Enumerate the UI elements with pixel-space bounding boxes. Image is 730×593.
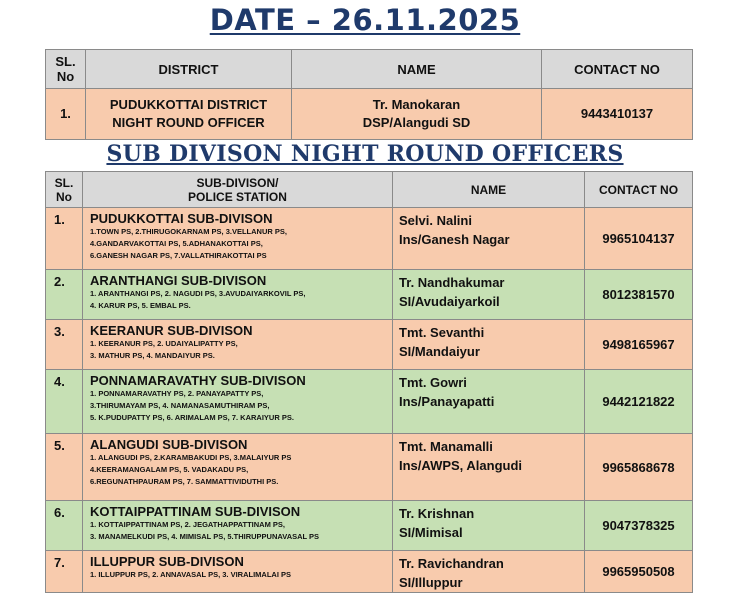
row-subdivision	[83, 501, 393, 551]
officer-name: Tr. Manokaran	[372, 97, 461, 112]
row-contact: 9442121822	[585, 370, 693, 434]
officer-name: Tmt. Sevanthi	[399, 325, 485, 340]
header-sl-no: SL. No	[46, 50, 86, 89]
row-name	[393, 270, 585, 320]
header-district: DISTRICT	[86, 50, 292, 89]
police-station-list: 1. ARANTHANGI PS, 2. NAGUDI PS, 3.AVUDAIYARKOVIL PS,	[90, 289, 306, 298]
row-sl: 5.	[46, 434, 83, 501]
row-subdivision	[83, 370, 393, 434]
subdivision-name: KOTTAIPPATTINAM SUB-DIVISON	[90, 504, 301, 519]
police-station-list: 3. MATHUR PS, 4. MANDAIYUR PS.	[90, 351, 215, 360]
table-row	[46, 89, 693, 140]
header-name: NAME	[393, 172, 585, 208]
officer-designation: Ins/AWPS, Alangudi	[399, 458, 523, 473]
police-station-list: 6.GANESH NAGAR PS, 7.VALLATHIRAKOTTAI PS	[90, 251, 267, 260]
subdivision-name: PONNAMARAVATHY SUB-DIVISON	[90, 373, 306, 388]
table-row	[46, 270, 693, 320]
row-contact: 9965104137	[585, 208, 693, 270]
header-subdivision	[83, 172, 393, 208]
police-station-list: 1. KOTTAIPPATTINAM PS, 2. JEGATHAPPATTINAM PS,	[90, 520, 286, 529]
row-name	[393, 501, 585, 551]
officer-name: Selvi. Nalini	[399, 213, 472, 228]
officer-designation: SI/Illuppur	[399, 575, 463, 590]
row-contact: 8012381570	[585, 270, 693, 320]
police-station-list: 1. KEERANUR PS, 2. UDAIYALIPATTY PS,	[90, 339, 238, 348]
row-sl: 7.	[46, 551, 83, 593]
header-subdivision-line-2: POLICE STATION	[188, 189, 287, 204]
police-station-list: 4.GANDARVAKOTTAI PS, 5.ADHANAKOTTAI PS,	[90, 239, 263, 248]
table-row	[46, 434, 693, 501]
row-contact: 9965868678	[585, 434, 693, 501]
officer-name: Tmt. Manamalli	[399, 439, 493, 454]
sub-division-table	[45, 171, 693, 593]
table-row	[46, 551, 693, 593]
officer-name: Tr. Ravichandran	[399, 556, 504, 571]
police-station-list: 4. KARUR PS, 5. EMBAL PS.	[90, 301, 191, 310]
subdivision-name: ALANGUDI SUB-DIVISON	[90, 437, 248, 452]
sub-division-title: SUB DIVISON NIGHT ROUND OFFICERS	[106, 141, 624, 167]
officer-name: Tr. Krishnan	[399, 506, 475, 521]
date-title: DATE – 26.11.2025	[209, 3, 521, 37]
subdivision-name: KEERANUR SUB-DIVISON	[90, 323, 253, 338]
officer-designation: SI/Mandaiyur	[399, 344, 480, 359]
officer-designation: SI/Mimisal	[399, 525, 463, 540]
police-station-list: 6.REGUNATHPAURAM PS, 7. SAMMATTIVIDUTHI PS.	[90, 477, 279, 486]
district-line-1: PUDUKKOTTAI DISTRICT	[109, 97, 268, 112]
row-sl: 4.	[46, 370, 83, 434]
police-station-list: 4.KEERAMANGALAM PS, 5. VADAKADU PS,	[90, 465, 249, 474]
row-name	[393, 208, 585, 270]
table-header-row	[46, 50, 693, 89]
police-station-list: 1.TOWN PS, 2.THIRUGOKARNAM PS, 3.VELLANUR PS,	[90, 227, 287, 236]
district-line-2: NIGHT ROUND OFFICER	[112, 115, 265, 130]
officer-name: Tmt. Gowri	[399, 375, 467, 390]
police-station-list: 3. MANAMELKUDI PS, 4. MIMISAL PS, 5.THIRUPPUNAVASAL PS	[90, 532, 320, 541]
police-station-list: 1. ILLUPPUR PS, 2. ANNAVASAL PS, 3. VIRALIMALAI PS	[90, 570, 292, 579]
row-contact: 9965950508	[585, 551, 693, 593]
officer-designation: Ins/Ganesh Nagar	[399, 232, 510, 247]
officer-designation: Ins/Panayapatti	[399, 394, 495, 409]
table-row	[46, 370, 693, 434]
table-row	[46, 320, 693, 370]
row-subdivision	[83, 551, 393, 593]
row-subdivision	[83, 434, 393, 501]
officer-name: Tr. Nandhakumar	[399, 275, 505, 290]
row-sl: 1.	[46, 208, 83, 270]
header-contact: CONTACT NO	[585, 172, 693, 208]
police-station-list: 1. ALANGUDI PS, 2.KARAMBAKUDI PS, 3.MALAIYUR PS	[90, 453, 292, 462]
row-name	[393, 320, 585, 370]
row-contact: 9443410137	[542, 89, 693, 140]
header-contact: CONTACT NO	[542, 50, 693, 89]
header-name: NAME	[292, 50, 542, 89]
row-sl: 6.	[46, 501, 83, 551]
row-name	[393, 370, 585, 434]
row-contact: 9047378325	[585, 501, 693, 551]
table-row	[46, 208, 693, 270]
row-subdivision	[83, 208, 393, 270]
officer-designation: DSP/Alangudi SD	[362, 115, 471, 130]
row-contact: 9498165967	[585, 320, 693, 370]
row-sl: 3.	[46, 320, 83, 370]
row-sl: 2.	[46, 270, 83, 320]
row-sl: 1.	[46, 89, 86, 140]
row-name	[292, 89, 542, 140]
header-subdivision-line-1: SUB-DIVISON/	[196, 175, 279, 190]
table-row	[46, 501, 693, 551]
header-sl-no: SL. No	[46, 172, 83, 208]
subdivision-name: ARANTHANGI SUB-DIVISON	[90, 273, 267, 288]
district-officer-table	[45, 49, 693, 140]
row-name	[393, 551, 585, 593]
row-name	[393, 434, 585, 501]
officer-designation: SI/Avudaiyarkoil	[399, 294, 500, 309]
row-subdivision	[83, 320, 393, 370]
row-subdivision	[83, 270, 393, 320]
subdivision-name: ILLUPPUR SUB-DIVISON	[90, 554, 244, 569]
table-header-row	[46, 172, 693, 208]
subdivision-name: PUDUKKOTTAI SUB-DIVISON	[90, 211, 273, 226]
police-station-list: 1. PONNAMARAVATHY PS, 2. PANAYAPATTY PS,	[90, 389, 264, 398]
row-district	[86, 89, 292, 140]
police-station-list: 3.THIRUMAYAM PS, 4. NAMANASAMUTHIRAM PS,	[90, 401, 270, 410]
police-station-list: 5. K.PUDUPATTY PS, 6. ARIMALAM PS, 7. KARAIYUR PS.	[90, 413, 294, 422]
